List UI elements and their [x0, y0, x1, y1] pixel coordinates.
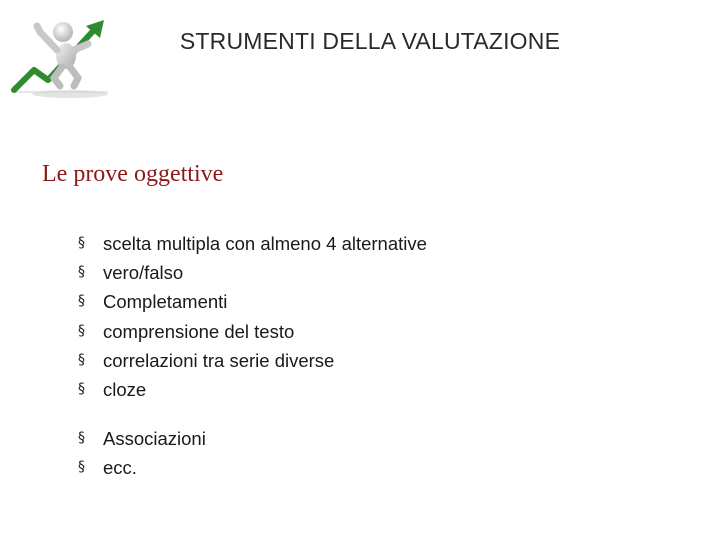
- list-item: [78, 287, 427, 316]
- list-item: [78, 375, 427, 404]
- list-item-text: scelta multipla con almeno 4 alternative: [103, 233, 427, 255]
- bullet-marker: §: [78, 264, 85, 281]
- list-item-text: cloze: [103, 379, 147, 401]
- list-item-text: correlazioni tra serie diverse: [103, 349, 335, 371]
- list-item-text: ecc.: [103, 457, 137, 479]
- list-item-text: Associazioni: [103, 428, 206, 450]
- bullet-list-primary: [78, 229, 427, 404]
- bullet-marker: §: [78, 322, 85, 339]
- slide-title: STRUMENTI DELLA VALUTAZIONE: [179, 28, 561, 54]
- list-item: [78, 453, 206, 482]
- bullet-list-secondary: [78, 424, 206, 482]
- bullet-marker: §: [78, 381, 85, 398]
- list-item: [78, 229, 427, 258]
- list-item: [78, 346, 427, 375]
- bullet-marker: §: [78, 430, 85, 447]
- bullet-marker: §: [78, 293, 85, 310]
- figure-growth-arrow-icon: [8, 14, 112, 100]
- section-heading: Le prove oggettive: [42, 161, 224, 187]
- list-item-text: comprensione del testo: [103, 320, 295, 342]
- bullet-marker: §: [78, 351, 85, 368]
- bullet-marker: §: [78, 459, 85, 476]
- list-item: [78, 317, 427, 346]
- list-item-text: vero/falso: [103, 262, 184, 284]
- list-item: [78, 424, 206, 453]
- list-item: [78, 258, 427, 287]
- bullet-marker: §: [78, 235, 85, 252]
- list-item-text: Completamenti: [103, 291, 228, 313]
